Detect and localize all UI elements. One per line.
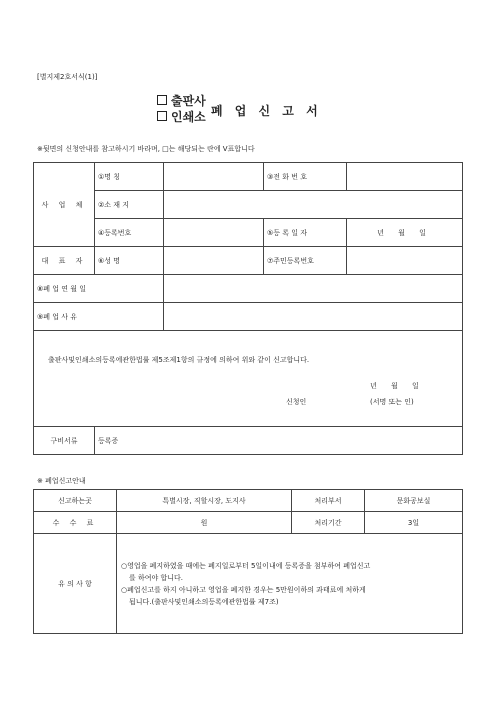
checkbox-icon[interactable] — [157, 111, 167, 121]
checkbox-icon[interactable] — [157, 95, 167, 105]
notice-text: ※뒷면의 신청안내를 참고하시기 바라며, □는 해당되는 란에 V표합니다 — [37, 145, 255, 153]
caution-list — [117, 534, 463, 634]
address-field[interactable] — [164, 191, 463, 219]
caution-item-cont: 를 하여야 합니다. — [129, 573, 184, 582]
phone-field[interactable] — [347, 163, 463, 191]
closure-date-label: ⑧폐 업 연 월 일 — [34, 275, 164, 303]
caution-item: ○폐업신고를 하지 아니하고 영업을 폐지한 경우는 5만원이하의 과태료에 처하게 — [121, 585, 366, 594]
address-label: ②소 재 지 — [95, 191, 164, 219]
name-field[interactable] — [164, 163, 264, 191]
name-label: ①명 칭 — [95, 163, 164, 191]
closure-reason-label: ⑨폐 업 사 유 — [34, 303, 164, 331]
form-title: 폐 업 신 고 서 — [211, 104, 322, 118]
applicant-label: 신청인 — [286, 398, 307, 406]
declaration-text: 출판사및인쇄소의등록에관한법률 제5조제1항의 규정에 의하여 위와 같이 신고합니다. — [48, 356, 310, 364]
docs-label: 구비서류 — [34, 427, 95, 455]
guide-table — [33, 489, 463, 634]
closure-form-table — [33, 162, 463, 455]
form-reference: [별지제2호서식(1)] — [37, 73, 98, 81]
business-label: 사 업 체 — [34, 163, 95, 247]
declaration-block — [34, 331, 463, 427]
period-value: 3일 — [365, 512, 463, 534]
phone-label: ③전 화 번 호 — [264, 163, 347, 191]
office-value: 특별시장, 직할시장, 도지사 — [117, 490, 292, 512]
representative-label: 대 표 자 — [34, 247, 95, 275]
title-options — [157, 93, 206, 125]
rep-id-field[interactable] — [347, 247, 463, 275]
rep-name-label: ⑥성 명 — [95, 247, 164, 275]
closure-reason-field[interactable] — [164, 303, 463, 331]
option-printer[interactable]: 인쇄소 — [157, 109, 206, 125]
declaration-date[interactable]: 년 월 일 — [370, 382, 425, 390]
docs-value: 등록증 — [95, 427, 463, 455]
regno-field[interactable] — [164, 219, 264, 247]
caution-label: 유 의 사 항 — [34, 534, 117, 634]
guide-heading: ※ 폐업신고안내 — [37, 477, 86, 485]
rep-name-field[interactable] — [164, 247, 264, 275]
dept-value: 문화공보실 — [365, 490, 463, 512]
regdate-field[interactable]: 년 월 일 — [347, 219, 463, 247]
regdate-label: ⑤등 록 일 자 — [264, 219, 347, 247]
dept-label: 처리부서 — [292, 490, 365, 512]
office-label: 신고하는곳 — [34, 490, 117, 512]
fee-value: 원 — [117, 512, 292, 534]
rep-id-label: ⑦주민등록번호 — [264, 247, 347, 275]
signature-hint[interactable]: (서명 또는 인) — [370, 398, 414, 406]
caution-item: ○영업을 폐지하였을 때에는 폐지일로부터 5일이내에 등록증을 첨부하여 폐업신고 — [121, 561, 371, 570]
fee-label: 수 수 료 — [34, 512, 117, 534]
period-label: 처리기간 — [292, 512, 365, 534]
caution-item-cont: 됩니다.(출판사및인쇄소의등록에관한법률 제7조) — [129, 597, 279, 606]
regno-label: ④등록번호 — [95, 219, 164, 247]
closure-date-field[interactable] — [164, 275, 463, 303]
option-publisher[interactable]: 출판사 — [157, 93, 206, 109]
